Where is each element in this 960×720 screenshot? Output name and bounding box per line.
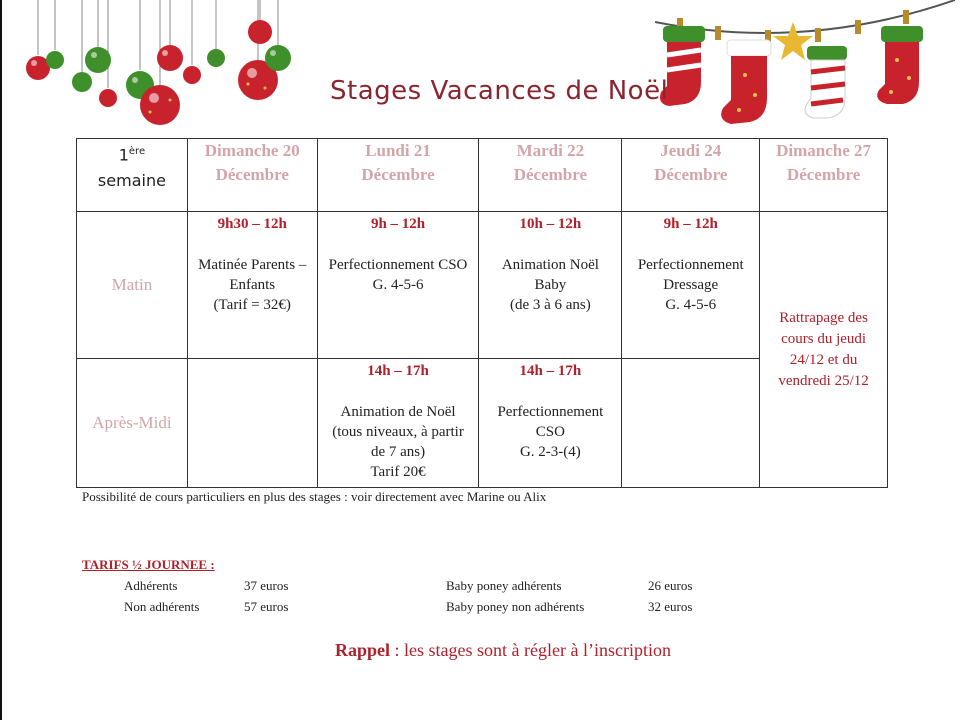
day-month: Décembre bbox=[361, 165, 435, 184]
row-label-morning: Matin bbox=[77, 212, 188, 359]
christmas-baubles-decoration bbox=[20, 0, 300, 135]
slot-description: Tarif 20€ bbox=[370, 464, 426, 480]
slot-description: (tous niveaux, à partir bbox=[332, 424, 464, 440]
schedule-cell-empty bbox=[187, 359, 317, 488]
tarif-price: 57 euros bbox=[244, 599, 289, 614]
slot-description: Animation Noël bbox=[501, 257, 599, 273]
day-name: Jeudi 24 bbox=[660, 141, 722, 160]
week-ordinal-suffix: ère bbox=[128, 146, 146, 157]
week-ordinal: 1 bbox=[118, 145, 129, 165]
catchup-line: cours du jeudi bbox=[781, 330, 867, 347]
reminder-text: : les stages sont à régler à l’inscription bbox=[390, 640, 671, 660]
catchup-line: vendredi 25/12 bbox=[778, 372, 869, 389]
slot-description: G. 4-5-6 bbox=[372, 277, 424, 293]
schedule-table bbox=[76, 138, 888, 488]
week-header-cell bbox=[77, 139, 188, 212]
slot-time: 9h – 12h bbox=[370, 216, 426, 232]
day-month: Décembre bbox=[513, 165, 588, 184]
tarif-label: Baby poney non adhérents bbox=[446, 599, 585, 614]
slot-description: Perfectionnement CSO bbox=[328, 257, 468, 273]
schedule-cell-empty bbox=[622, 359, 760, 488]
day-header bbox=[187, 139, 317, 212]
slot-time: 9h30 – 12h bbox=[217, 216, 287, 232]
slot-description: Matinée Parents – bbox=[198, 257, 307, 273]
slot-time: 9h – 12h bbox=[663, 216, 718, 232]
schedule-cell bbox=[317, 359, 479, 488]
reminder-keyword: Rappel bbox=[335, 640, 391, 660]
table-row-morning bbox=[77, 212, 888, 359]
slot-description: Baby bbox=[534, 277, 567, 293]
slot-time: 14h – 17h bbox=[367, 363, 429, 379]
catchup-line: Rattrapage des bbox=[779, 309, 868, 326]
tarif-price: 26 euros bbox=[648, 578, 693, 593]
slot-description: (de 3 à 6 ans) bbox=[509, 297, 591, 313]
payment-reminder bbox=[0, 640, 960, 661]
day-header bbox=[622, 139, 760, 212]
tarif-label: Baby poney adhérents bbox=[446, 578, 562, 593]
catchup-cell bbox=[760, 212, 888, 488]
tarif-price: 32 euros bbox=[648, 599, 693, 614]
schedule-cell bbox=[479, 212, 622, 359]
week-word: semaine bbox=[97, 171, 166, 191]
schedule-cell bbox=[622, 212, 760, 359]
tarifs-heading: TARIFS ½ JOURNEE : bbox=[82, 557, 215, 572]
slot-description: CSO bbox=[535, 424, 565, 440]
schedule-cell bbox=[317, 212, 479, 359]
tarif-label: Adhérents bbox=[124, 578, 178, 593]
table-header-row bbox=[77, 139, 888, 212]
slot-description: Enfants bbox=[229, 277, 276, 293]
row-label-afternoon: Après-Midi bbox=[77, 359, 188, 488]
schedule-cell bbox=[479, 359, 622, 488]
day-name: Lundi 21 bbox=[365, 141, 431, 160]
slot-time: 14h – 17h bbox=[519, 363, 582, 379]
slot-description: Dressage bbox=[663, 277, 719, 293]
schedule-cell bbox=[187, 212, 317, 359]
day-name: Dimanche 27 bbox=[776, 141, 872, 160]
slot-description: Perfectionnement bbox=[637, 257, 744, 273]
slot-description: Perfectionnement bbox=[497, 404, 604, 420]
day-header bbox=[479, 139, 622, 212]
tarif-price: 37 euros bbox=[244, 578, 289, 593]
day-name: Mardi 22 bbox=[516, 141, 585, 160]
christmas-stockings-decoration bbox=[655, 0, 955, 135]
slot-description: (Tarif = 32€) bbox=[213, 297, 291, 313]
slot-description: Animation de Noël bbox=[340, 404, 456, 420]
day-header bbox=[760, 139, 888, 212]
slot-description: de 7 ans) bbox=[370, 444, 426, 460]
day-name: Dimanche 20 bbox=[204, 141, 300, 160]
page-left-border bbox=[0, 0, 2, 720]
tarif-label: Non adhérents bbox=[124, 599, 200, 614]
day-header bbox=[317, 139, 479, 212]
day-month: Décembre bbox=[786, 165, 861, 184]
day-month: Décembre bbox=[654, 165, 728, 184]
slot-description: G. 2-3-(4) bbox=[519, 444, 581, 460]
page-title: Stages Vacances de Noël bbox=[330, 76, 669, 106]
private-lessons-note: Possibilité de cours particuliers en plus des stages : voir directement avec Marine ou Alix bbox=[82, 489, 547, 504]
catchup-line: 24/12 et du bbox=[789, 351, 858, 368]
slot-time: 10h – 12h bbox=[519, 216, 582, 232]
slot-description: G. 4-5-6 bbox=[665, 297, 717, 313]
day-month: Décembre bbox=[215, 165, 289, 184]
